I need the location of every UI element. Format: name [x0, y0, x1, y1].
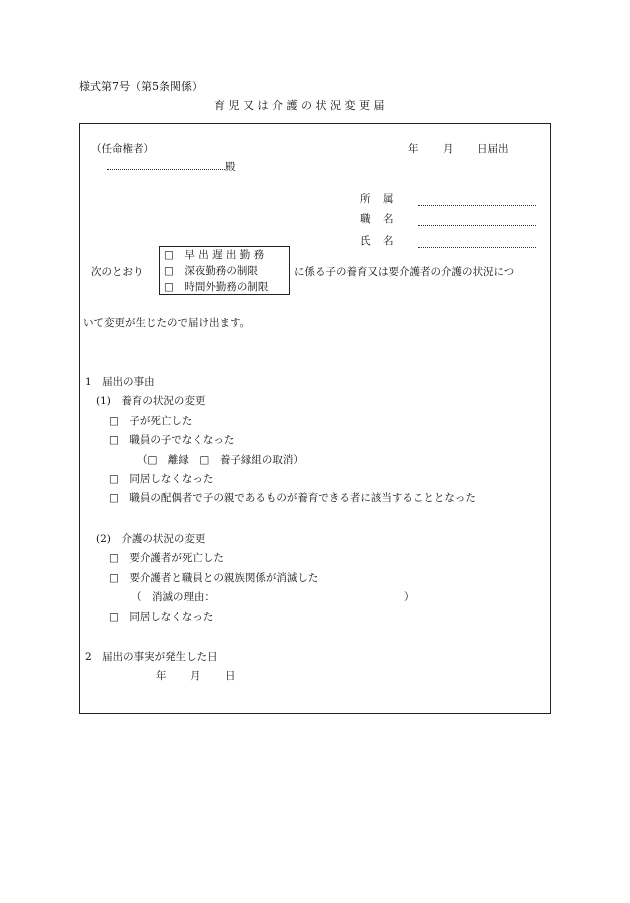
addressee-line[interactable]	[107, 160, 236, 173]
position-label: 職 名	[360, 213, 395, 225]
addressee-dotted-field[interactable]	[107, 160, 225, 170]
form-title: 育 児 又 は 介 護 の 状 況 変 更 届	[214, 99, 385, 112]
submit-month: 月	[443, 143, 454, 155]
submit-year: 年	[408, 143, 419, 155]
item-child-died[interactable]: □ 子が死亡した	[109, 415, 193, 427]
name-field[interactable]	[418, 238, 536, 248]
dissolution-reason-close: ）	[404, 591, 415, 603]
affiliation-label: 所 属	[360, 193, 395, 205]
intro-suffix: に係る子の養育又は要介護者の介護の状況につ	[294, 266, 515, 278]
item-care-recipient-died[interactable]: □ 要介護者が死亡した	[109, 552, 224, 564]
occur-month: 月	[190, 670, 201, 682]
intro-continuation: いて変更が生じたので届け出ます。	[83, 317, 251, 329]
item-spouse-can-raise[interactable]: □ 職員の配偶者で子の親であるものが養育できる者に該当することとなった	[109, 492, 476, 504]
affiliation-field[interactable]	[418, 196, 536, 206]
item-not-living-together-1[interactable]: □ 同居しなくなった	[109, 473, 214, 485]
submit-day: 日届出	[477, 143, 509, 155]
option-night-limit[interactable]: □ 深夜勤務の制限	[164, 265, 258, 277]
position-field[interactable]	[418, 216, 536, 226]
form-number: 様式第7号（第5条関係）	[79, 80, 203, 93]
item-no-longer-child[interactable]: □ 職員の子でなくなった	[109, 434, 235, 446]
section1-sub2-heading: (2) 介護の状況の変更	[96, 533, 206, 545]
addressee-label: （任命権者）	[91, 143, 154, 155]
item-divorce-adoption-sub[interactable]: （□ 離縁 □ 養子縁組の取消）	[137, 454, 304, 466]
intro-prefix: 次のとおり	[91, 266, 144, 278]
item-kinship-dissolved[interactable]: □ 要介護者と職員との親族関係が消滅した	[109, 572, 319, 584]
dissolution-reason-label: （ 消滅の理由：	[131, 591, 215, 603]
name-label: 氏 名	[360, 235, 395, 247]
section1-sub1-heading: (1) 養育の状況の変更	[96, 395, 206, 407]
occur-year: 年	[156, 670, 167, 682]
section2-heading: 2 届出の事実が発生した日	[85, 651, 218, 663]
occur-day: 日	[225, 670, 236, 682]
section1-heading: 1 届出の事由	[85, 376, 155, 388]
option-overtime-limit[interactable]: □ 時間外勤務の制限	[164, 281, 269, 293]
item-not-living-together-2[interactable]: □ 同居しなくなった	[109, 611, 214, 623]
option-early-late[interactable]: □ 早 出 遅 出 勤 務	[164, 249, 265, 261]
addressee-honorific: 殿	[225, 161, 236, 173]
